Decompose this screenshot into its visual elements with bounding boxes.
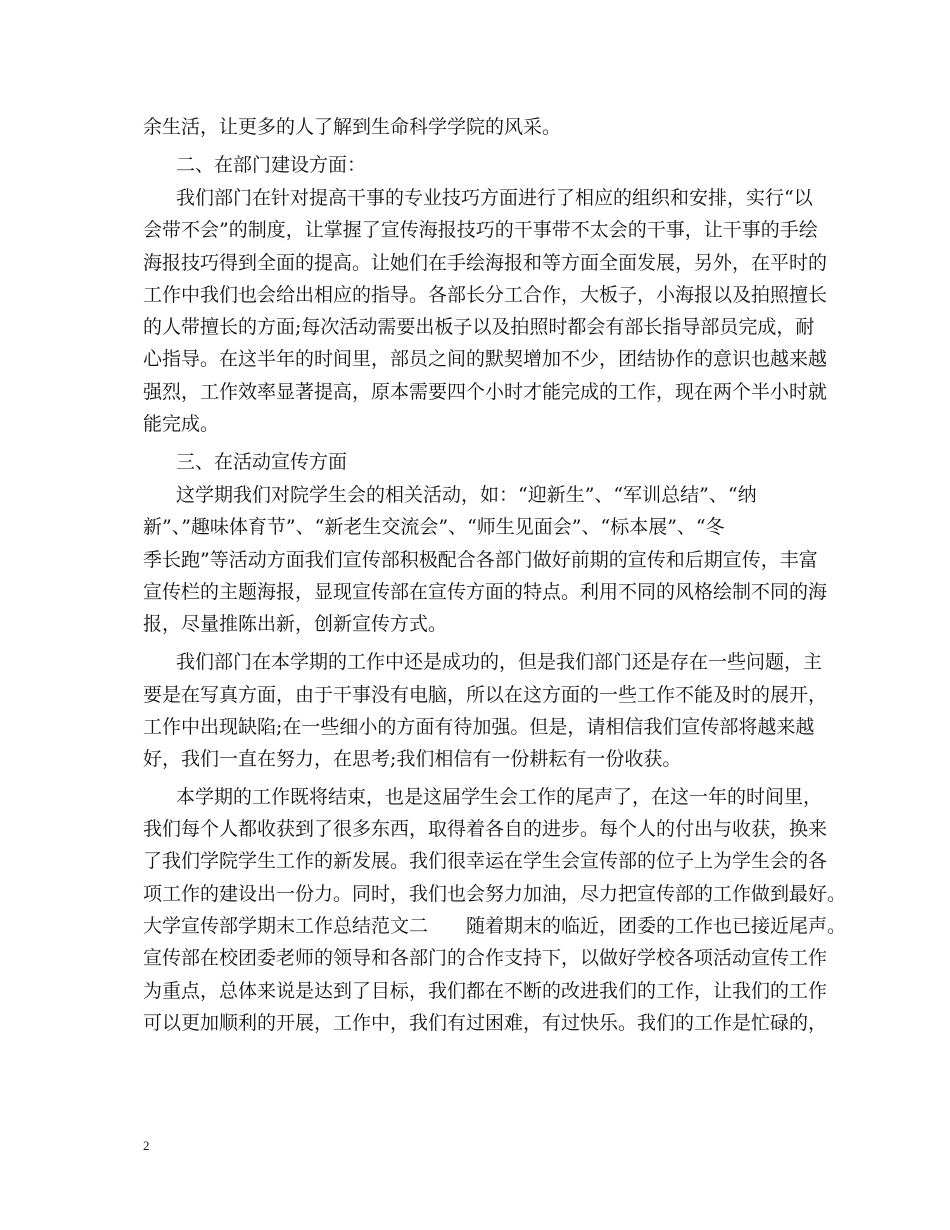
text-line: 新”、”趣味体育节”、“新老生交流会”、“师生见面会”、“标本展”、“冬 (143, 516, 725, 538)
text-line: 季长跑”等活动方面我们宣传部积极配合各部门做好前期的宣传和后期宣传，丰富 (143, 549, 818, 571)
text-line: 本学期的工作既将结束，也是这届学生会工作的尾声了，在这一年的时间里， (176, 786, 823, 808)
section-heading: 三、在活动宣传方面 (176, 451, 348, 473)
text-line: 工作中我们也会给出相应的指导。各部长分工合作，大板子，小海报以及拍照擅长 (143, 284, 828, 306)
text-line: 大学宣传部学期末工作总结范文二 随着期末的临近，团委的工作也已接近尾声。 (143, 915, 847, 937)
text-line: 可以更加顺利的开展，工作中，我们有过困难，有过快乐。我们的工作是忙碌的， (143, 1012, 828, 1034)
text-line: 了我们学院学生工作的新发展。我们很幸运在学生会宣传部的位子上为学生会的各 (143, 850, 828, 872)
text-line: 强烈，工作效率显著提高，原本需要四个小时才能完成的工作，现在两个半小时就 (143, 381, 828, 403)
text-line: 宣传栏的主题海报，显现宣传部在宣传方面的特点。利用不同的风格绘制不同的海 (143, 581, 828, 603)
text-line: 为重点，总体来说是达到了目标，我们都在不断的改进我们的工作，让我们的工作 (143, 980, 828, 1002)
text-line: 好，我们一直在努力，在思考;我们相信有一份耕耘有一份收获。 (143, 748, 682, 770)
text-line: 这学期我们对院学生会的相关活动，如：“迎新生”、“军训总结”、“纳 (176, 484, 757, 506)
text-line: 会带不会”的制度，让掌握了宣传海报技巧的干事带不太会的干事，让干事的手绘 (143, 219, 818, 241)
page-number: 2 (143, 1138, 150, 1153)
text-line: 工作中出现缺陷;在一些细小的方面有待加强。但是，请相信我们宣传部将越来越 (143, 716, 815, 738)
text-line: 要是在写真方面，由于干事没有电脑，所以在这方面的一些工作不能及时的展开， (143, 684, 828, 706)
text-line: 报，尽量推陈出新，创新宣传方式。 (143, 613, 448, 635)
text-line: 的人带擅长的方面;每次活动需要出板子以及拍照时都会有部长指导部员完成，耐 (143, 316, 815, 338)
text-line: 海报技巧得到全面的提高。让她们在手绘海报和等方面全面发展，另外，在平时的 (143, 252, 828, 274)
text-line: 我们部门在针对提高干事的专业技巧方面进行了相应的组织和安排，实行“以 (176, 187, 813, 209)
text-line: 宣传部在校团委老师的领导和各部门的合作支持下，以做好学校各项活动宣传工作 (143, 947, 828, 969)
text-line: 余生活，让更多的人了解到生命科学学院的风采。 (143, 116, 562, 138)
text-line: 我们部门在本学期的工作中还是成功的，但是我们部门还是存在一些问题，主 (176, 651, 823, 673)
text-line: 我们每个人都收获到了很多东西，取得着各自的进步。每个人的付出与收获，换来 (143, 818, 828, 840)
text-line: 心指导。在这半年的时间里，部员之间的默契增加不少，团结协作的意识也越来越 (143, 348, 828, 370)
section-heading: 二、在部门建设方面： (176, 154, 367, 176)
text-line: 能完成。 (143, 413, 220, 435)
text-line: 项工作的建设出一份力。同时，我们也会努力加油，尽力把宣传部的工作做到最好。 (143, 883, 847, 905)
